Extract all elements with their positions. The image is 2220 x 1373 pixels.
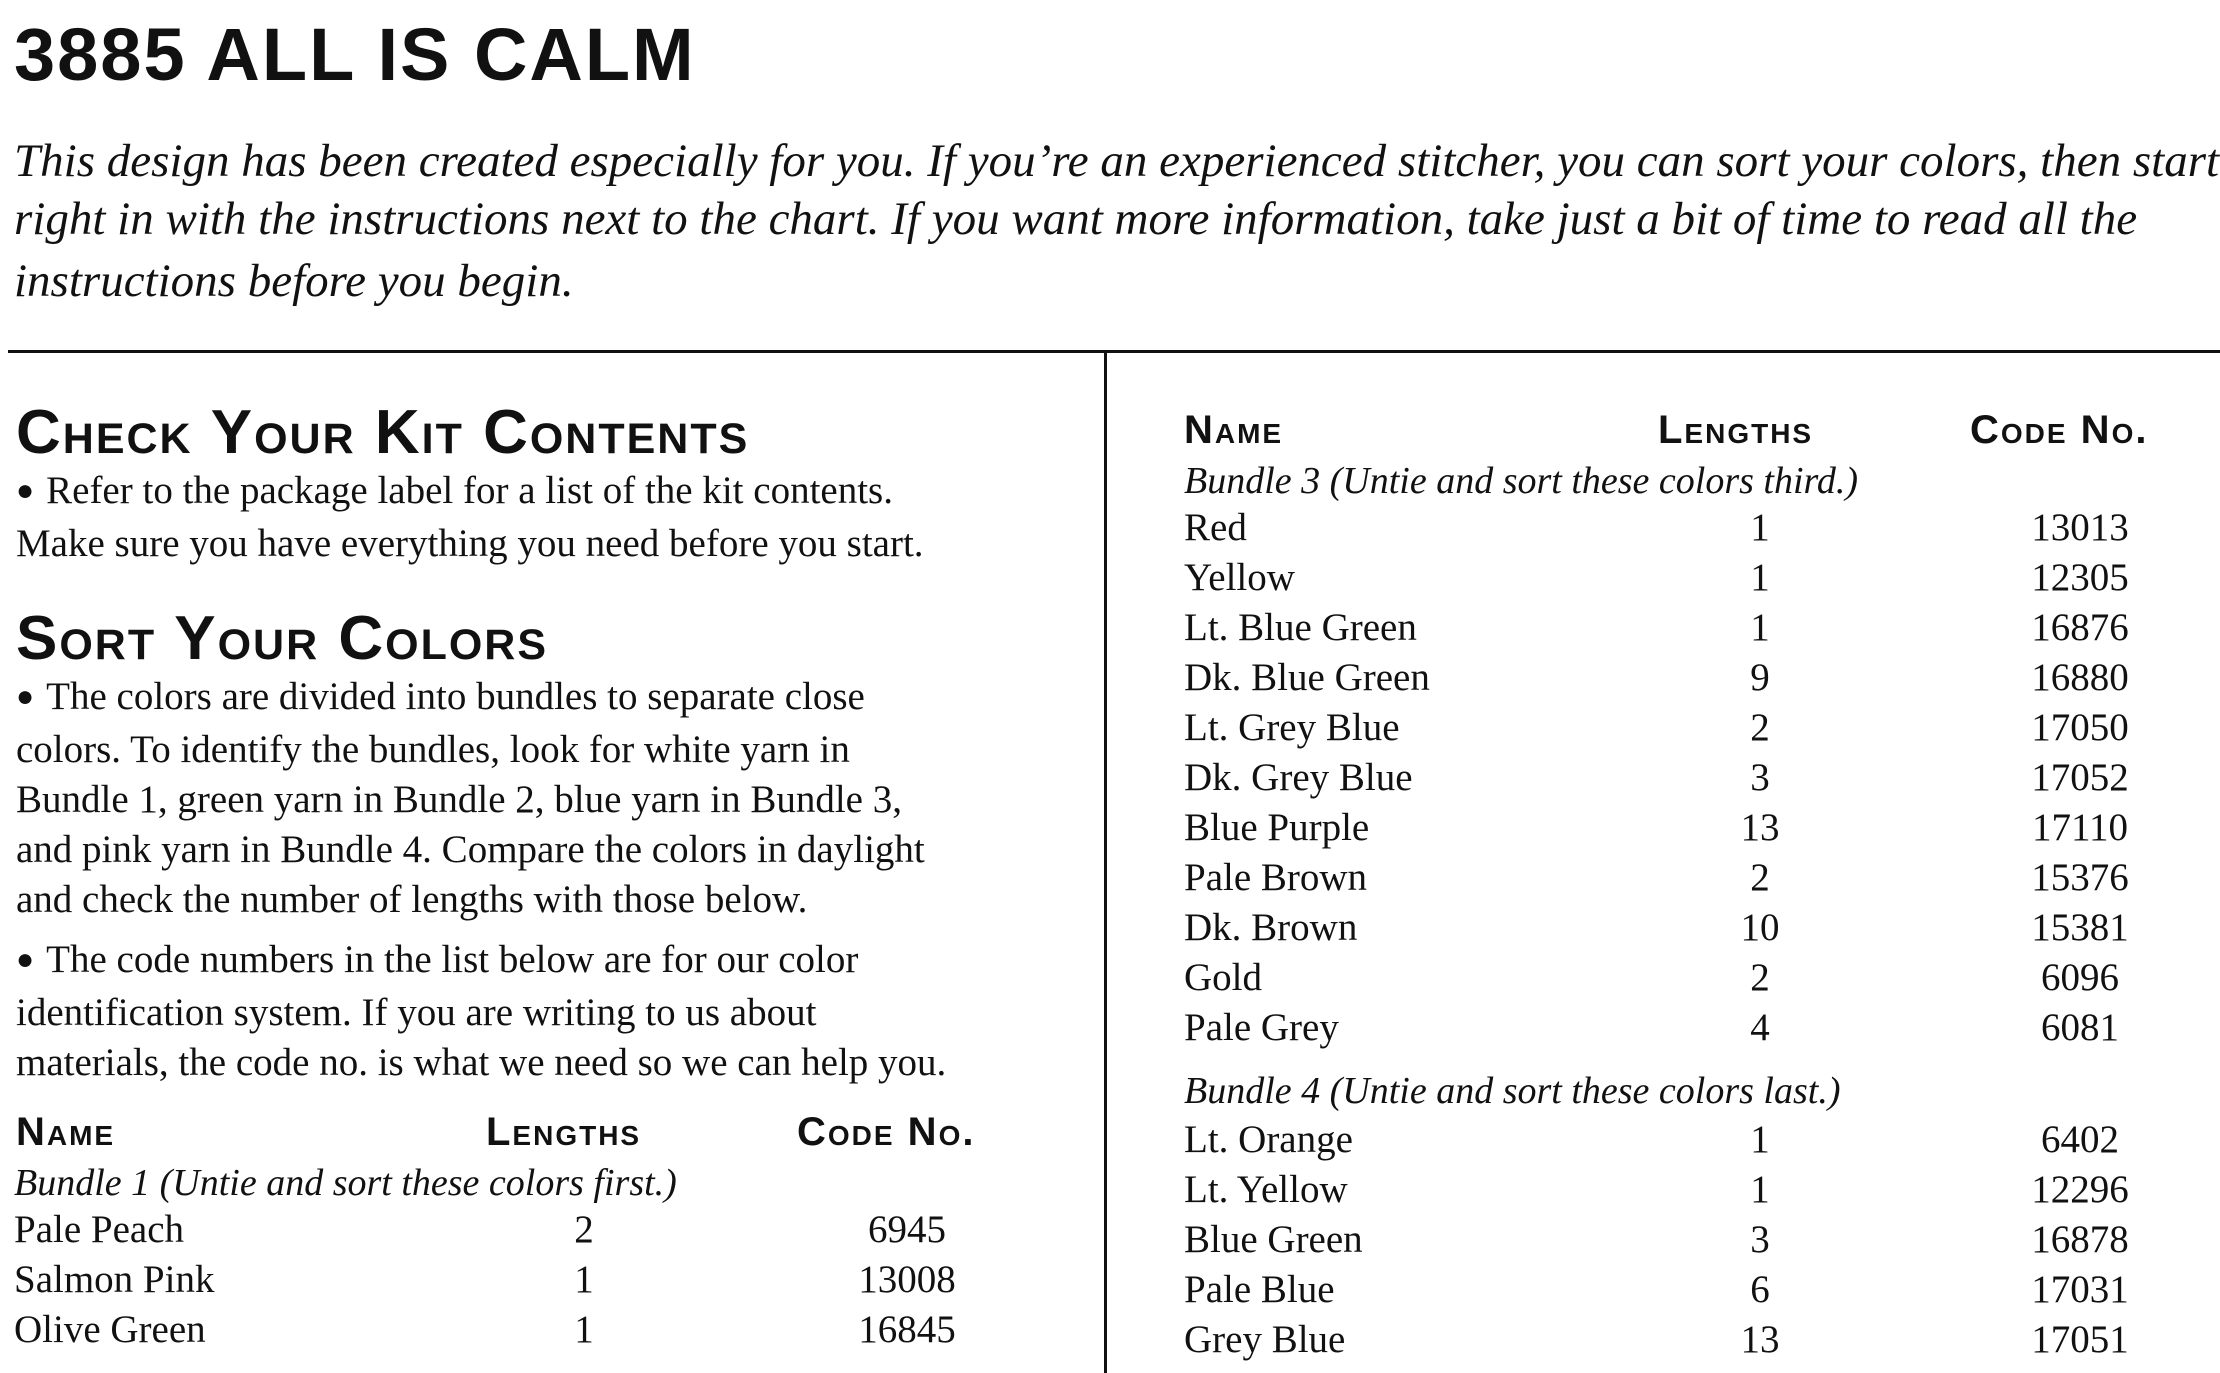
- table-row: [1184, 1270, 2214, 1320]
- color-name: Dk. Grey Blue: [1184, 756, 1413, 799]
- color-code: 17051: [2031, 1318, 2129, 1361]
- color-name: Pale Brown: [1184, 856, 1368, 899]
- intro-line-1: This design has been created especially for you. If you’re an experienced stitcher, you can sort your colors, then start: [14, 135, 2220, 187]
- color-code: 17052: [2031, 756, 2129, 799]
- color-name: Yellow: [1184, 556, 1295, 599]
- col-head-code-right: Code No.: [1970, 408, 2149, 452]
- color-lengths: 1: [1750, 506, 1770, 549]
- color-name: Olive Green: [14, 1308, 206, 1351]
- sort-colors-heading: Sort Your Colors: [16, 604, 549, 673]
- color-lengths: 13: [1740, 1318, 1780, 1361]
- color-name: Lt. Yellow: [1184, 1168, 1348, 1211]
- color-name: Lt. Grey Blue: [1184, 706, 1400, 749]
- color-lengths: 4: [1750, 1006, 1770, 1049]
- bullet-icon: ●: [16, 474, 35, 507]
- color-lengths: 2: [1750, 856, 1770, 899]
- color-lengths: 10: [1740, 906, 1780, 949]
- color-code: 15376: [2031, 856, 2129, 899]
- color-lengths: 13: [1740, 806, 1780, 849]
- color-name: Lt. Blue Green: [1184, 606, 1417, 649]
- color-lengths: 1: [574, 1308, 594, 1351]
- intro-line-2: right in with the instructions next to the chart. If you want more information, take just a bit of time to read all the: [14, 193, 2138, 245]
- color-code: 17050: [2031, 706, 2129, 749]
- bullet-icon: ●: [16, 680, 35, 713]
- color-code: 17110: [2031, 806, 2129, 849]
- color-code: 13008: [858, 1258, 956, 1301]
- table-row: [1184, 508, 2214, 558]
- color-name: Red: [1184, 506, 1247, 549]
- color-lengths: 1: [574, 1258, 594, 1301]
- color-name: Dk. Brown: [1184, 906, 1358, 949]
- color-name: Pale Blue: [1184, 1268, 1335, 1311]
- check-kit-heading: Check Your Kit Contents: [16, 398, 750, 467]
- page-title: 3885 ALL IS CALM: [14, 13, 696, 96]
- color-lengths: 3: [1750, 1218, 1770, 1261]
- vertical-divider: [1104, 350, 1107, 1373]
- table-row: [14, 1210, 1094, 1260]
- table-row: [1184, 1008, 2214, 1058]
- table-row: [1184, 608, 2214, 658]
- color-code: 12296: [2031, 1168, 2129, 1211]
- table-row: [14, 1260, 1094, 1310]
- table-row: [1184, 808, 2214, 858]
- color-code: 6945: [868, 1208, 946, 1251]
- check-kit-line-1: ● Refer to the package label for a list of the kit contents.: [16, 469, 893, 512]
- color-code: 12305: [2031, 556, 2129, 599]
- color-lengths: 2: [1750, 706, 1770, 749]
- table-row: [1184, 708, 2214, 758]
- check-kit-line-2: Make sure you have everything you need before you start.: [16, 522, 924, 565]
- col-head-name-right: Name: [1184, 408, 1284, 452]
- color-name: Blue Purple: [1184, 806, 1370, 849]
- color-lengths: 2: [1750, 956, 1770, 999]
- color-name: Grey Blue: [1184, 1318, 1346, 1361]
- color-lengths: 1: [1750, 606, 1770, 649]
- color-code: 16880: [2031, 656, 2129, 699]
- color-name: Pale Peach: [14, 1208, 185, 1251]
- table-row: [1184, 1220, 2214, 1270]
- color-lengths: 3: [1750, 756, 1770, 799]
- color-name: Gold: [1184, 956, 1262, 999]
- table-row: [1184, 558, 2214, 608]
- color-lengths: 2: [574, 1208, 594, 1251]
- color-code: 16845: [858, 1308, 956, 1351]
- color-lengths: 6: [1750, 1268, 1770, 1311]
- color-code: 6081: [2041, 1006, 2119, 1049]
- col-head-lengths-right: Lengths: [1658, 408, 1814, 452]
- table-row: [1184, 958, 2214, 1008]
- color-code: 17031: [2031, 1268, 2129, 1311]
- color-code: 16876: [2031, 606, 2129, 649]
- color-code: 6402: [2041, 1118, 2119, 1161]
- col-head-name-left: Name: [16, 1110, 116, 1154]
- table-row: [1184, 758, 2214, 808]
- color-lengths: 1: [1750, 556, 1770, 599]
- bundle-4-label: Bundle 4 (Untie and sort these colors last.): [1184, 1070, 1841, 1112]
- color-lengths: 1: [1750, 1168, 1770, 1211]
- color-lengths: 1: [1750, 1118, 1770, 1161]
- color-code: 16878: [2031, 1218, 2129, 1261]
- intro-line-3: instructions before you begin.: [14, 255, 574, 307]
- color-name: Dk. Blue Green: [1184, 656, 1430, 699]
- color-lengths: 9: [1750, 656, 1770, 699]
- table-row: [1184, 858, 2214, 908]
- color-code: 13013: [2031, 506, 2129, 549]
- table-row: [1184, 1120, 2214, 1170]
- horizontal-divider: [8, 350, 2220, 353]
- table-row: [14, 1310, 1094, 1360]
- sort-colors-para-2: ● The code numbers in the list below are for our color identification system. If you are writing to us about materials, the code no. is what we need so we can help you.: [16, 938, 947, 1084]
- sort-colors-para-1: ● The colors are divided into bundles to separate close colors. To identify the bundles, look for white yarn in Bundle 1, green yarn in Bundle 2, blue yarn in Bundle 3, and pink yarn in Bundle 4. Compare the colors in daylight and check the number of lengths with those below.: [16, 675, 925, 921]
- color-code: 15381: [2031, 906, 2129, 949]
- bundle-1-label: Bundle 1 (Untie and sort these colors first.): [14, 1162, 677, 1204]
- col-head-lengths-left: Lengths: [486, 1110, 642, 1154]
- color-code: 6096: [2041, 956, 2119, 999]
- color-name: Pale Grey: [1184, 1006, 1339, 1049]
- bundle-3-label: Bundle 3 (Untie and sort these colors third.): [1184, 460, 1859, 502]
- color-name: Lt. Orange: [1184, 1118, 1353, 1161]
- table-row: [1184, 908, 2214, 958]
- table-row: [1184, 1320, 2214, 1370]
- color-name: Blue Green: [1184, 1218, 1363, 1261]
- color-name: Salmon Pink: [14, 1258, 215, 1301]
- check-kit-text: [16, 466, 924, 569]
- bullet-icon: ●: [16, 943, 35, 976]
- table-row: [1184, 658, 2214, 708]
- col-head-code-left: Code No.: [797, 1110, 976, 1154]
- table-row: [1184, 1170, 2214, 1220]
